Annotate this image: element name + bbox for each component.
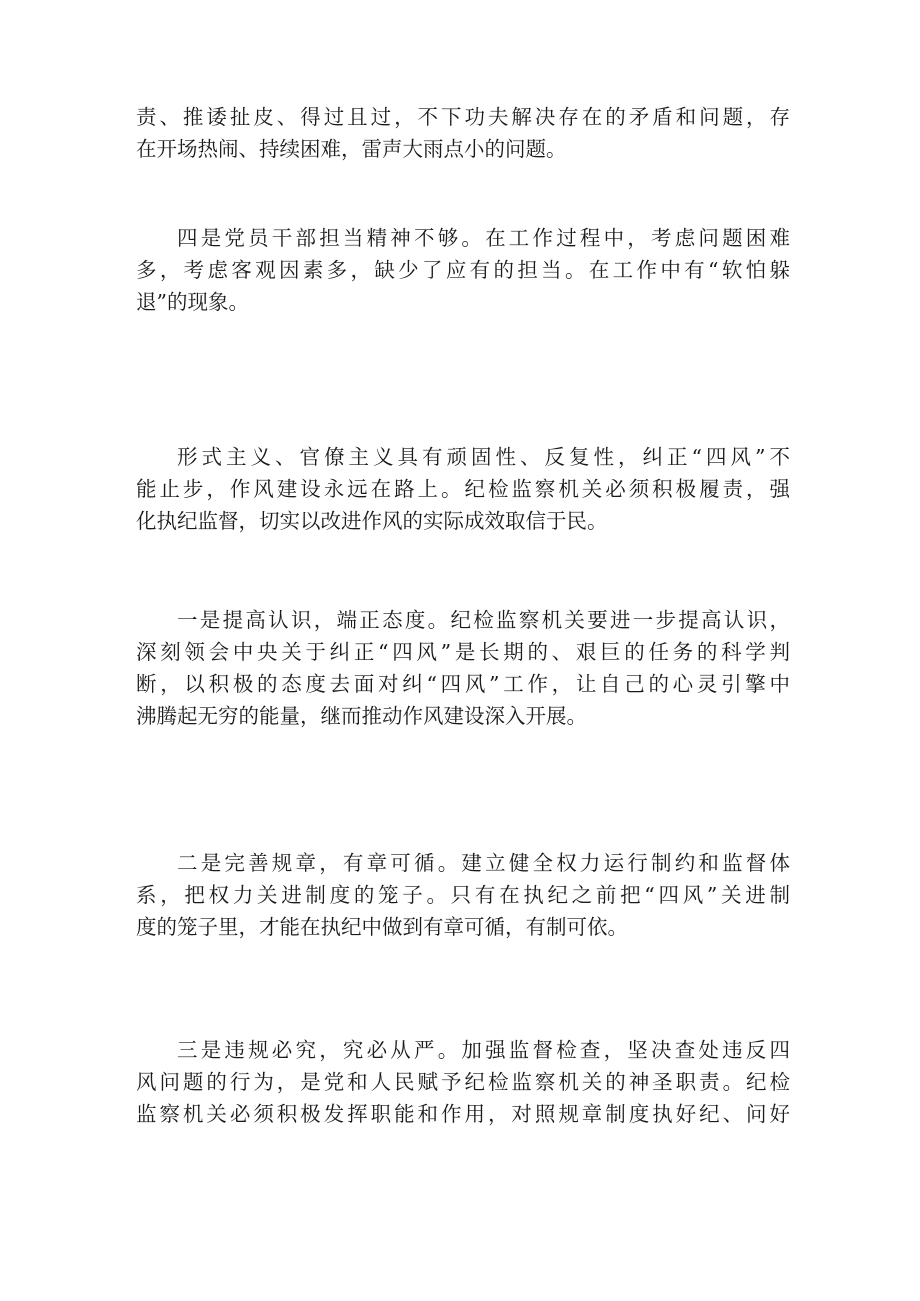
- text-line: 系，把权力关进制度的笼子。只有在执纪之前把“四风”关进制: [136, 883, 790, 907]
- text-line: 化执纪监督，切实以改进作风的实际成效取信于民。: [136, 509, 608, 533]
- text-line: 形式主义、官僚主义具有顽固性、反复性，纠正“四风”不: [177, 445, 790, 469]
- text-line: 三是违规必究，究必从严。加强监督检查，坚决查处违反四: [177, 1038, 790, 1062]
- text-line: 退”的现象。: [136, 290, 249, 314]
- paragraph-measure-three: [136, 1034, 790, 1130]
- text-line: 监察机关必须积极发挥职能和作用，对照规章制度执好纪、问好: [136, 1102, 790, 1126]
- text-line: 二是完善规章，有章可循。建立健全权力运行制约和监督体: [177, 851, 790, 875]
- paragraph-point-four: [136, 222, 790, 318]
- text-line: 责、推诿扯皮、得过且过，不下功夫解决存在的矛盾和问题，存: [136, 105, 790, 129]
- paragraph-measure-one: [136, 604, 790, 732]
- paragraph-continued-responsibility: [136, 101, 790, 165]
- text-line: 沸腾起无穷的能量，继而推动作风建设深入开展。: [136, 704, 587, 728]
- text-line: 四是党员干部担当精神不够。在工作过程中，考虑问题困难: [177, 226, 790, 250]
- paragraph-formalism-bureaucratism: [136, 441, 790, 537]
- text-line: 多，考虑客观因素多，缺少了应有的担当。在工作中有“软怕躲: [136, 258, 790, 282]
- text-line: 断，以积极的态度去面对纠“四风”工作，让自己的心灵引擎中: [136, 672, 790, 696]
- text-line: 能止步，作风建设永远在路上。纪检监察机关必须积极履责，强: [136, 477, 790, 501]
- text-line: 风问题的行为，是党和人民赋予纪检监察机关的神圣职责。纪检: [136, 1070, 790, 1094]
- text-line: 在开场热闹、持续困难，雷声大雨点小的问题。: [136, 137, 567, 161]
- text-line: 深刻领会中央关于纠正“四风”是长期的、艰巨的任务的科学判: [136, 640, 790, 664]
- paragraph-measure-two: [136, 847, 790, 943]
- text-line: 度的笼子里，才能在执纪中做到有章可循，有制可依。: [136, 915, 628, 939]
- text-line: 一是提高认识，端正态度。纪检监察机关要进一步提高认识，: [177, 608, 790, 632]
